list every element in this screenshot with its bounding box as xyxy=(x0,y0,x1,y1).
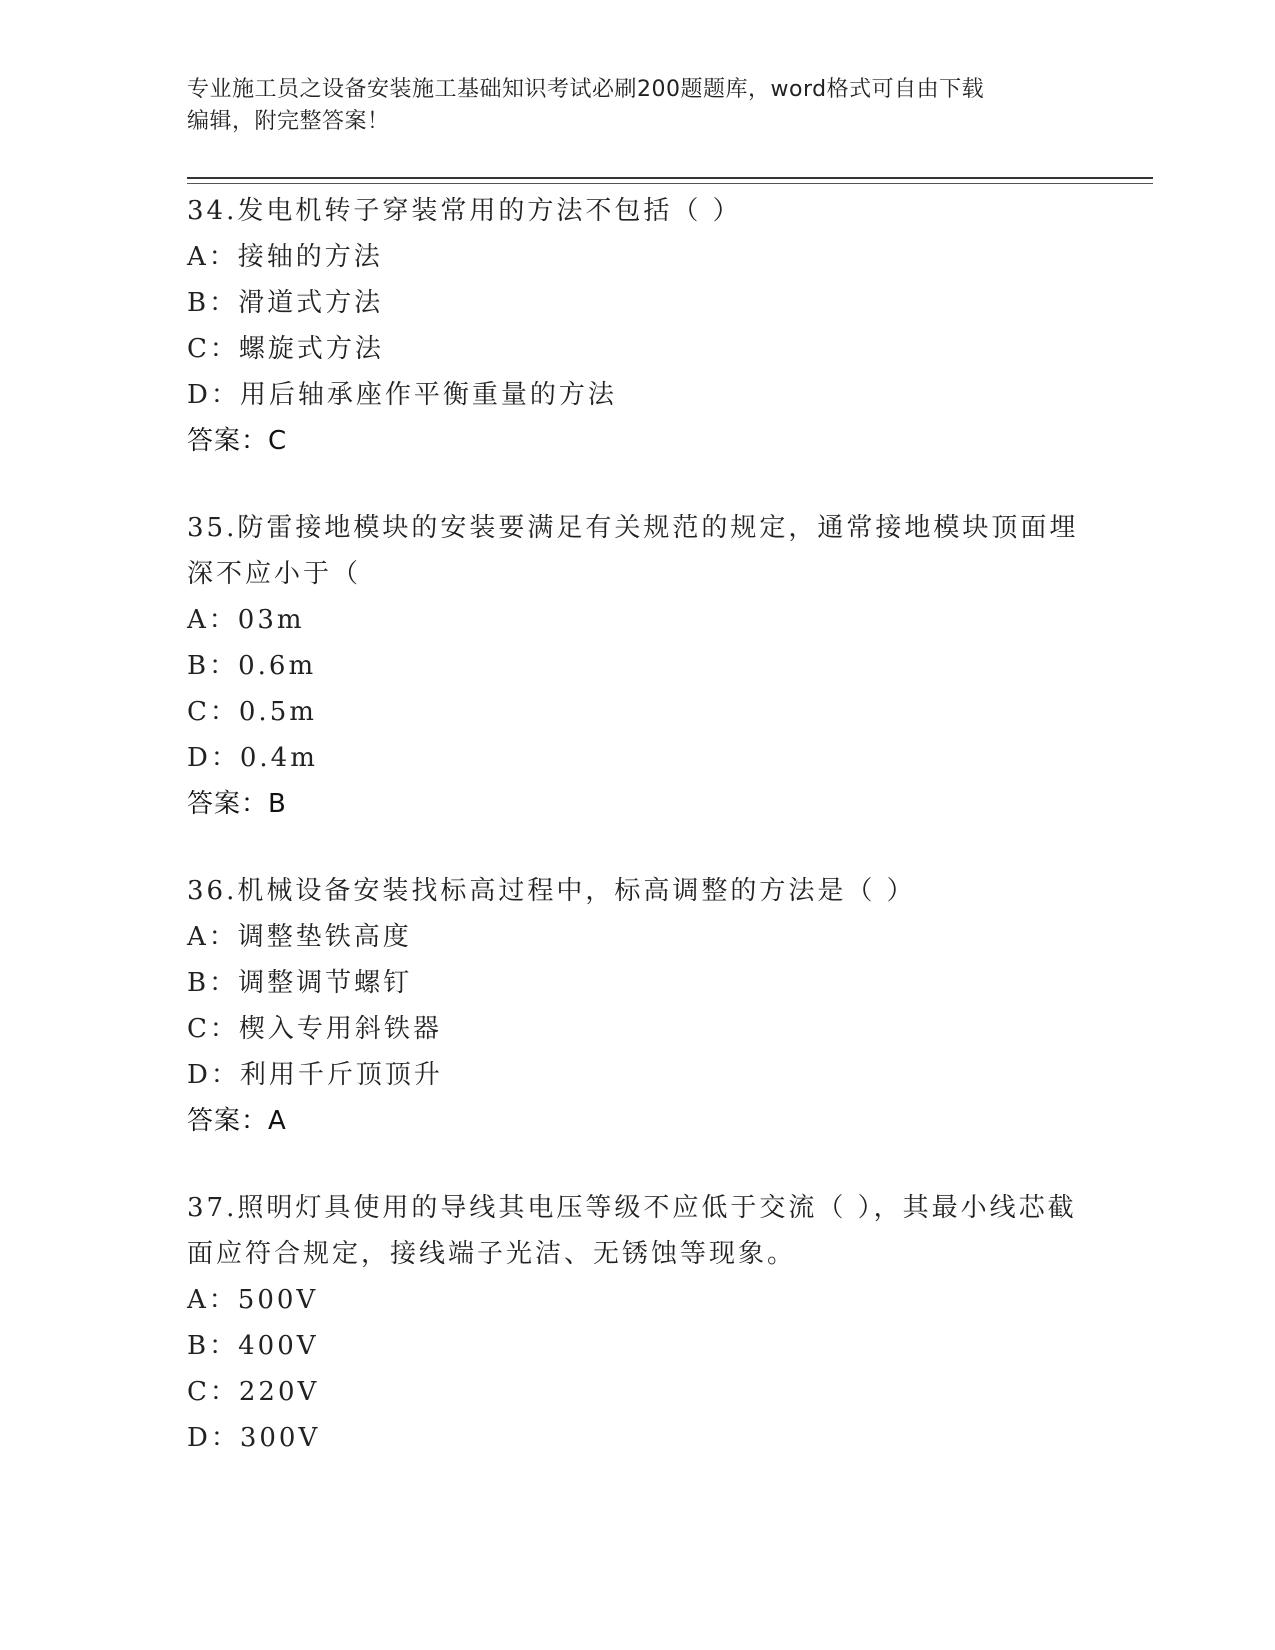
question-35 xyxy=(187,505,1087,827)
answer-line: 答案：C xyxy=(187,426,288,456)
option-a: A：03m xyxy=(187,605,305,635)
option-c: C：0.5m xyxy=(187,697,317,727)
option-b: B：400V xyxy=(187,1331,319,1361)
header-line-1: 专业施工员之设备安装施工基础知识考试必刷200题题库，word格式可自由下载 xyxy=(187,77,985,102)
option-b: B：滑道式方法 xyxy=(187,288,384,318)
answer-line: 答案：B xyxy=(187,789,287,819)
header-divider-thin xyxy=(187,183,1153,184)
option-d: D：用后轴承座作平衡重量的方法 xyxy=(187,380,617,410)
document-header xyxy=(187,74,1067,138)
option-d: D：利用千斤顶顶升 xyxy=(187,1060,443,1090)
header-line-2: 编辑，附完整答案！ xyxy=(187,109,390,134)
option-b: B：调整调节螺钉 xyxy=(187,968,413,998)
answer-line: 答案：A xyxy=(187,1106,287,1136)
option-b: B：0.6m xyxy=(187,651,317,681)
question-stem: 35.防雷接地模块的安装要满足有关规范的规定，通常接地模块顶面埋深不应小于（ xyxy=(187,513,1079,589)
option-a: A：500V xyxy=(187,1285,319,1315)
question-stem: 37.照明灯具使用的导线其电压等级不应低于交流（ ），其最小线芯截面应符合规定，接线端子光洁、无锈蚀等现象。 xyxy=(187,1193,1077,1269)
question-list xyxy=(187,188,1087,1502)
option-d: D：0.4m xyxy=(187,743,318,773)
option-c: C：220V xyxy=(187,1377,320,1407)
question-stem: 34.发电机转子穿装常用的方法不包括（ ） xyxy=(187,196,742,226)
question-37 xyxy=(187,1185,1087,1461)
option-c: C：楔入专用斜铁器 xyxy=(187,1014,442,1044)
question-stem: 36.机械设备安装找标高过程中，标高调整的方法是（ ） xyxy=(187,876,916,906)
question-34 xyxy=(187,188,1087,464)
header-divider-thick xyxy=(187,177,1153,179)
question-36 xyxy=(187,868,1087,1144)
option-c: C：螺旋式方法 xyxy=(187,334,384,364)
option-d: D：300V xyxy=(187,1423,321,1453)
option-a: A：接轴的方法 xyxy=(187,242,383,272)
option-a: A：调整垫铁高度 xyxy=(187,922,412,952)
